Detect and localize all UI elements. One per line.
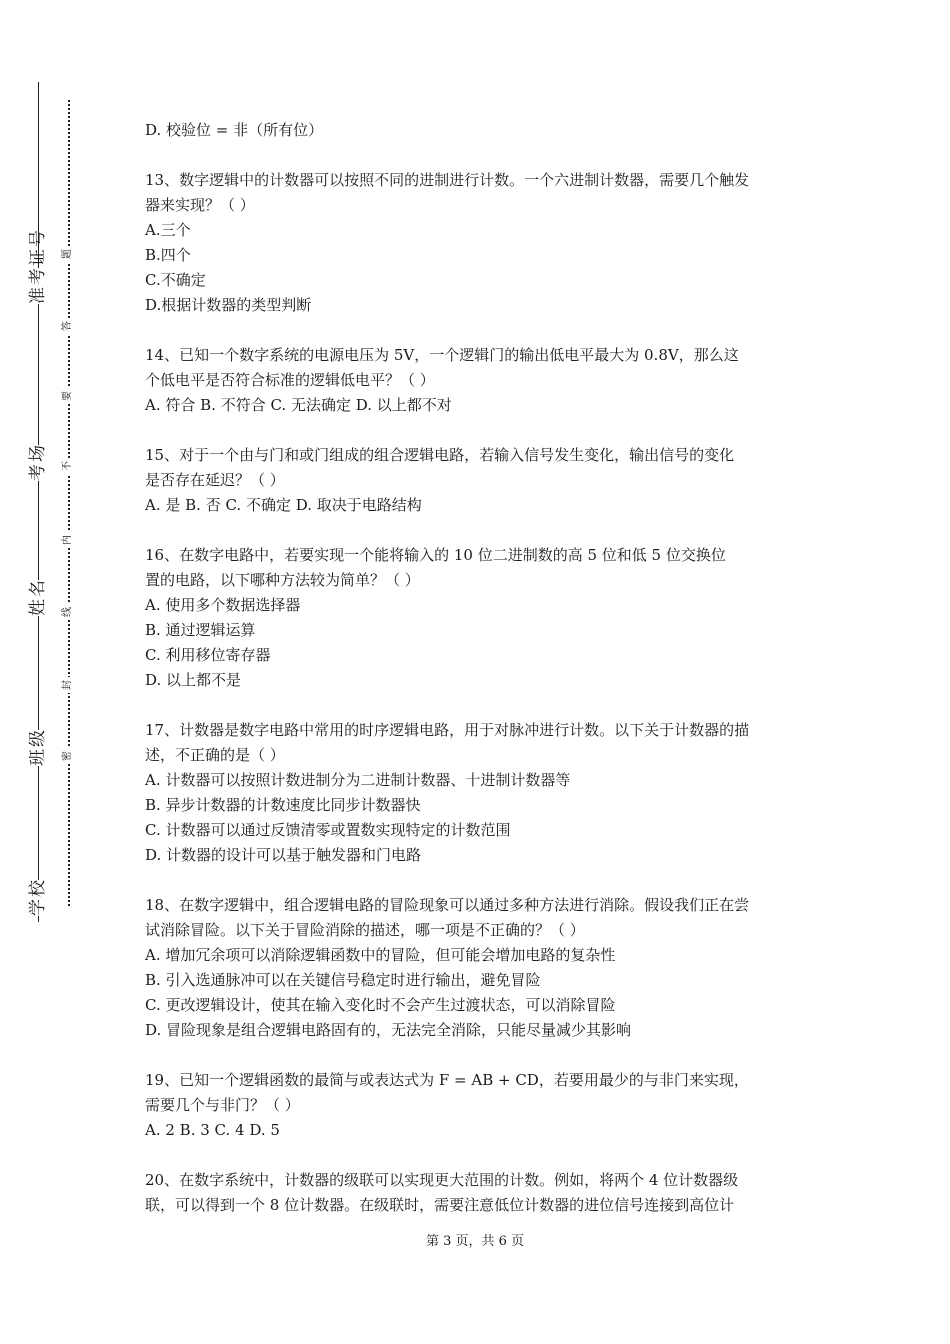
question-18	[145, 893, 825, 1043]
question-20	[145, 1168, 825, 1218]
option-line: A. 计数器可以按照计数进制分为二进制计数器、十进制计数器等	[145, 771, 571, 789]
seal-char: 答	[60, 318, 76, 334]
option-line: B.四个	[145, 246, 191, 264]
option-line: B. 异步计数器的计数速度比同步计数器快	[145, 796, 421, 814]
binding-solid-line	[38, 82, 39, 922]
question-14	[145, 343, 825, 418]
option-line: D. 校验位 = 非（所有位）	[145, 121, 324, 139]
seal-char: 密	[60, 748, 76, 764]
seal-char: 题	[60, 246, 76, 262]
question-text: 置的电路，以下哪种方法较为简单？（ ）	[145, 571, 420, 589]
seal-dotted-line	[68, 100, 70, 906]
question-text: 13、数字逻辑中的计数器可以按照不同的进制进行计数。一个六进制计数器，需要几个触发	[145, 171, 750, 189]
option-line: D.根据计数器的类型判断	[145, 296, 312, 314]
seal-char: 内	[60, 532, 76, 548]
question-text: 19、已知一个逻辑函数的最简与或表达式为 F = AB + CD，若要用最少的与非门来实现，	[145, 1071, 749, 1089]
question-text: 18、在数字逻辑中，组合逻辑电路的冒险现象可以通过多种方法进行消除。假设我们正在尝	[145, 896, 750, 914]
question-text: 是否存在延迟？（ ）	[145, 471, 285, 489]
exam-number-label: 准考证号	[20, 268, 56, 304]
question-text: 联，可以得到一个 8 位计数器。在级联时，需要注意低位计数器的进位信号连接到高位计	[145, 1196, 735, 1214]
seal-char: 封	[60, 677, 76, 693]
seal-char: 不	[60, 458, 76, 474]
question-text: 15、对于一个由与门和或门组成的组合逻辑电路，若输入信号发生变化，输出信号的变化	[145, 446, 735, 464]
option-line: A. 符合 B. 不符合 C. 无法确定 D. 以上都不对	[145, 396, 452, 414]
question-text: 器来实现？（ ）	[145, 196, 255, 214]
question-text: 需要几个与非门？（ ）	[145, 1096, 300, 1114]
option-line: C. 计数器可以通过反馈清零或置数实现特定的计数范围	[145, 821, 511, 839]
option-line: B. 引入选通脉冲可以在关键信号稳定时进行输出，避免冒险	[145, 971, 541, 989]
page-number: 第 3 页，共 6 页	[425, 1234, 525, 1249]
option-line: D. 计数器的设计可以基于触发器和门电路	[145, 846, 422, 864]
option-line: A. 是 B. 否 C. 不确定 D. 取决于电路结构	[145, 496, 422, 514]
option-line: A.三个	[145, 221, 191, 239]
question-text: 个低电平是否符合标准的逻辑低电平？（ ）	[145, 371, 435, 389]
question-17	[145, 718, 825, 868]
question-text: 试消除冒险。以下关于冒险消除的描述，哪一项是不正确的？（ ）	[145, 921, 585, 939]
option-line: C.不确定	[145, 271, 206, 289]
question-text: 16、在数字电路中，若要实现一个能将输入的 10 位二进制数的高 5 位和低 5 位交换位	[145, 546, 726, 564]
question-text: 述，不正确的是（ ）	[145, 746, 285, 764]
question-continuation	[145, 118, 825, 143]
question-19	[145, 1068, 825, 1143]
school-label: 学校	[20, 880, 56, 916]
question-16	[145, 543, 825, 693]
exam-room-label: 考场	[20, 445, 56, 481]
option-line: D. 以上都不是	[145, 671, 242, 689]
question-13	[145, 168, 825, 318]
option-line: B. 通过逻辑运算	[145, 621, 256, 639]
name-label: 姓名	[20, 580, 56, 616]
option-line: C. 更改逻辑设计，使其在输入变化时不会产生过渡状态，可以消除冒险	[145, 996, 616, 1014]
option-line: C. 利用移位寄存器	[145, 646, 271, 664]
seal-char: 线	[60, 604, 76, 620]
exam-content	[145, 118, 825, 1218]
seal-char: 要	[60, 388, 76, 404]
question-15	[145, 443, 825, 518]
question-text: 17、计数器是数字电路中常用的时序逻辑电路，用于对脉冲进行计数。以下关于计数器的描	[145, 721, 750, 739]
class-label: 班级	[20, 730, 56, 766]
option-line: A. 增加冗余项可以消除逻辑函数中的冒险，但可能会增加电路的复杂性	[145, 946, 616, 964]
option-line: A. 使用多个数据选择器	[145, 596, 301, 614]
option-line: D. 冒险现象是组合逻辑电路固有的，无法完全消除，只能尽量减少其影响	[145, 1021, 632, 1039]
binding-margin	[0, 0, 110, 1344]
question-text: 20、在数字系统中，计数器的级联可以实现更大范围的计数。例如，将两个 4 位计数器级	[145, 1171, 739, 1189]
option-line: A. 2 B. 3 C. 4 D. 5	[145, 1121, 280, 1139]
question-text: 14、已知一个数字系统的电源电压为 5V，一个逻辑门的输出低电平最大为 0.8V，那么这	[145, 346, 739, 364]
